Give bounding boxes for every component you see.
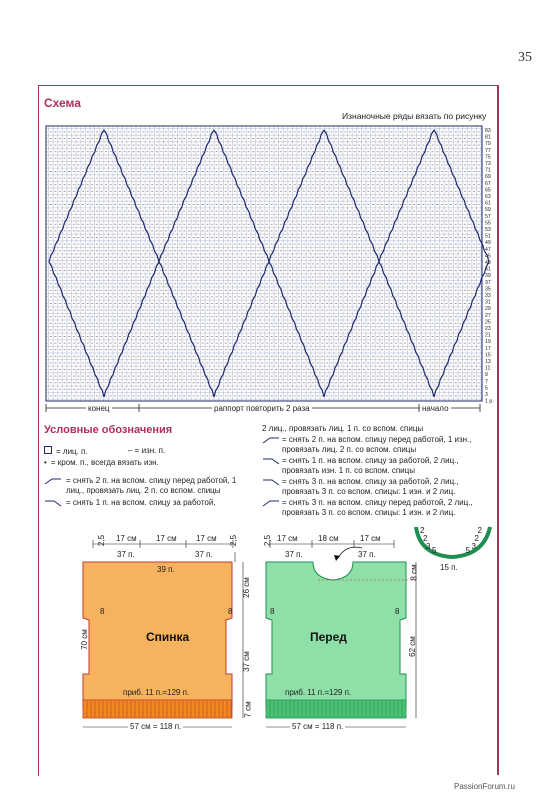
row-number: 65 xyxy=(485,187,491,194)
row-number: 21 xyxy=(485,332,491,339)
back-label: Спинка xyxy=(146,630,190,644)
knit-symbol-icon xyxy=(44,446,52,454)
row-number: 43 xyxy=(485,260,491,266)
cable-left-icon xyxy=(44,477,62,485)
row-number: 59 xyxy=(485,207,491,214)
scheme-title: Схема xyxy=(44,96,81,110)
legend-cable4: = снять 1 п. на вспом. спицу за работой, 2 лиц., провязать изн. 1 п. со вспом. спицы xyxy=(262,456,498,476)
back-body-height: 37 см xyxy=(241,651,251,672)
page-number: 35 xyxy=(518,50,532,65)
back-side-left: 8 xyxy=(100,607,105,616)
row-number: 3 xyxy=(485,392,488,398)
front-top-dim-1: 17 см xyxy=(277,534,298,543)
legend-right xyxy=(262,424,498,518)
row-number: 31 xyxy=(485,299,491,306)
chart-grid xyxy=(46,126,482,401)
back-neck: 39 п. xyxy=(157,565,175,574)
neck-bottom-count: 15 п. xyxy=(440,563,458,572)
front-cast-on: приб. 11 п.=129 п. xyxy=(285,688,352,697)
knitting-chart xyxy=(44,122,498,422)
cable-wide-right-icon xyxy=(262,478,280,486)
row-number: 7 xyxy=(485,378,488,385)
front-total-height: 62 см xyxy=(407,636,417,657)
row-number: 37 xyxy=(485,279,491,286)
row-number: 77 xyxy=(485,147,491,154)
legend-left xyxy=(44,446,254,508)
back-side-right: 8 xyxy=(228,607,233,616)
row-number: 35 xyxy=(485,286,491,293)
row-number: 29 xyxy=(485,306,491,313)
back-top-dim-2: 17 см xyxy=(156,534,177,543)
legend-edge: • = кром. п., всегда вязать изн. xyxy=(44,458,159,467)
front-side-left: 8 xyxy=(270,607,275,616)
row-number: 81 xyxy=(485,134,491,141)
back-top-height: 2,5 xyxy=(97,534,107,547)
row-number: 71 xyxy=(485,167,491,174)
front-side-right: 8 xyxy=(395,607,400,616)
back-total-height: 70 см xyxy=(79,629,89,650)
chart-start-label: начало xyxy=(422,404,449,413)
back-armhole-height: 26 см xyxy=(241,577,251,598)
legend-cable2b: 2 лиц., провязать лиц. 1 п. со вспом. спицы xyxy=(262,424,424,433)
legend-cable1: = снять 2 п. на вспом. спицу перед работой, 1 лиц., провязать лиц. 2 п. со вспом. спицы xyxy=(44,476,254,496)
back-top-height-right: 2,5 xyxy=(229,534,239,547)
edge-symbol-icon: • xyxy=(44,458,47,467)
row-number: 11 xyxy=(485,365,491,372)
row-number: 69 xyxy=(485,174,491,181)
back-shoulder-left: 37 п. xyxy=(117,550,135,559)
front-neck-height: 8 см xyxy=(409,564,419,581)
row-number: 15 xyxy=(485,352,491,359)
row-number: 41 xyxy=(485,266,491,273)
row-number: 13 xyxy=(485,359,491,365)
row-number: 19 xyxy=(485,339,491,346)
cable-purl-right-icon xyxy=(262,457,280,465)
front-top-height: 2,5 xyxy=(263,534,273,547)
row-number: 33 xyxy=(485,293,491,299)
back-width: 57 см = 118 п. xyxy=(130,722,182,731)
row-number: 55 xyxy=(485,220,491,227)
chart-repeat-label: раппорт повторить 2 раза xyxy=(214,404,310,413)
row-number: 17 xyxy=(485,345,491,352)
row-number: 63 xyxy=(485,194,491,200)
row-number: 25 xyxy=(485,319,491,326)
row-number: 61 xyxy=(485,200,491,207)
legend-cable5: = снять 3 п. на вспом. спицу за работой, 2 лиц., провязать 3 п. со вспом. спицы: 1 изн. и 2 лиц. xyxy=(262,477,498,497)
neck-left-numbers: 2 2 3 5 xyxy=(420,526,437,555)
row-number: 5 xyxy=(485,385,488,392)
front-shoulder-right: 37 п. xyxy=(358,550,376,559)
row-number: 39 xyxy=(485,273,491,280)
row-number: 75 xyxy=(485,154,491,161)
front-top-dim-3: 17 см xyxy=(360,534,381,543)
front-width: 57 см = 118 п. xyxy=(292,722,344,731)
front-label: Перед xyxy=(310,630,347,644)
row-number: 45 xyxy=(485,253,491,260)
chart-end-label: конец xyxy=(88,404,110,413)
cable-purl-left-icon xyxy=(262,436,280,444)
row-number: 67 xyxy=(485,180,491,187)
row-number: 23 xyxy=(485,326,491,332)
legend-purl: – = изн. п. xyxy=(128,446,166,455)
legend-knit: = лиц. п. xyxy=(44,446,254,458)
back-rib-height: 7 см xyxy=(243,701,253,718)
front-shoulder-left: 37 п. xyxy=(285,550,303,559)
legend-cable2: = снять 1 п. на вспом. спицу за работой, xyxy=(44,498,254,508)
legend-cable6: = снять 3 п. на вспом. спицу перед работой, 2 лиц., провязать 3 п. со вспом. спицы: 1 изн. и 2 лиц. xyxy=(262,498,498,518)
row-numbers xyxy=(485,128,494,405)
cable-right-icon xyxy=(44,499,62,507)
row-number: 9 xyxy=(485,372,488,379)
row-number: 53 xyxy=(485,227,491,233)
row-number: 51 xyxy=(485,233,491,240)
back-shoulder-right: 37 п. xyxy=(195,550,213,559)
row-number: 79 xyxy=(485,141,491,148)
back-top-dim-1: 17 см xyxy=(116,534,137,543)
row-number: 73 xyxy=(485,161,491,167)
front-top-dim-2: 18 см xyxy=(318,534,339,543)
back-cast-on: приб. 11 п.=129 п. xyxy=(123,688,190,697)
neck-right-numbers: 2 2 3 5 xyxy=(465,526,482,555)
row-number: 47 xyxy=(485,246,491,253)
legend-cable3: = снять 2 п. на вспом. спицу перед работой, 1 изн., провязать лиц. 2 п. со вспом. спицы xyxy=(262,435,498,455)
footer-watermark: PassionForum.ru xyxy=(454,782,515,791)
row-number: 1 р. xyxy=(485,398,494,405)
row-number: 83 xyxy=(485,128,491,134)
row-number: 57 xyxy=(485,213,491,220)
legend-title: Условные обозначения xyxy=(44,424,173,436)
back-top-dim-3: 17 см xyxy=(196,534,217,543)
scheme-note: Изнаночные ряды вязать по рисунку xyxy=(342,111,487,121)
row-number: 49 xyxy=(485,240,491,247)
cable-wide-left-icon xyxy=(262,499,280,507)
row-number: 27 xyxy=(485,312,491,319)
